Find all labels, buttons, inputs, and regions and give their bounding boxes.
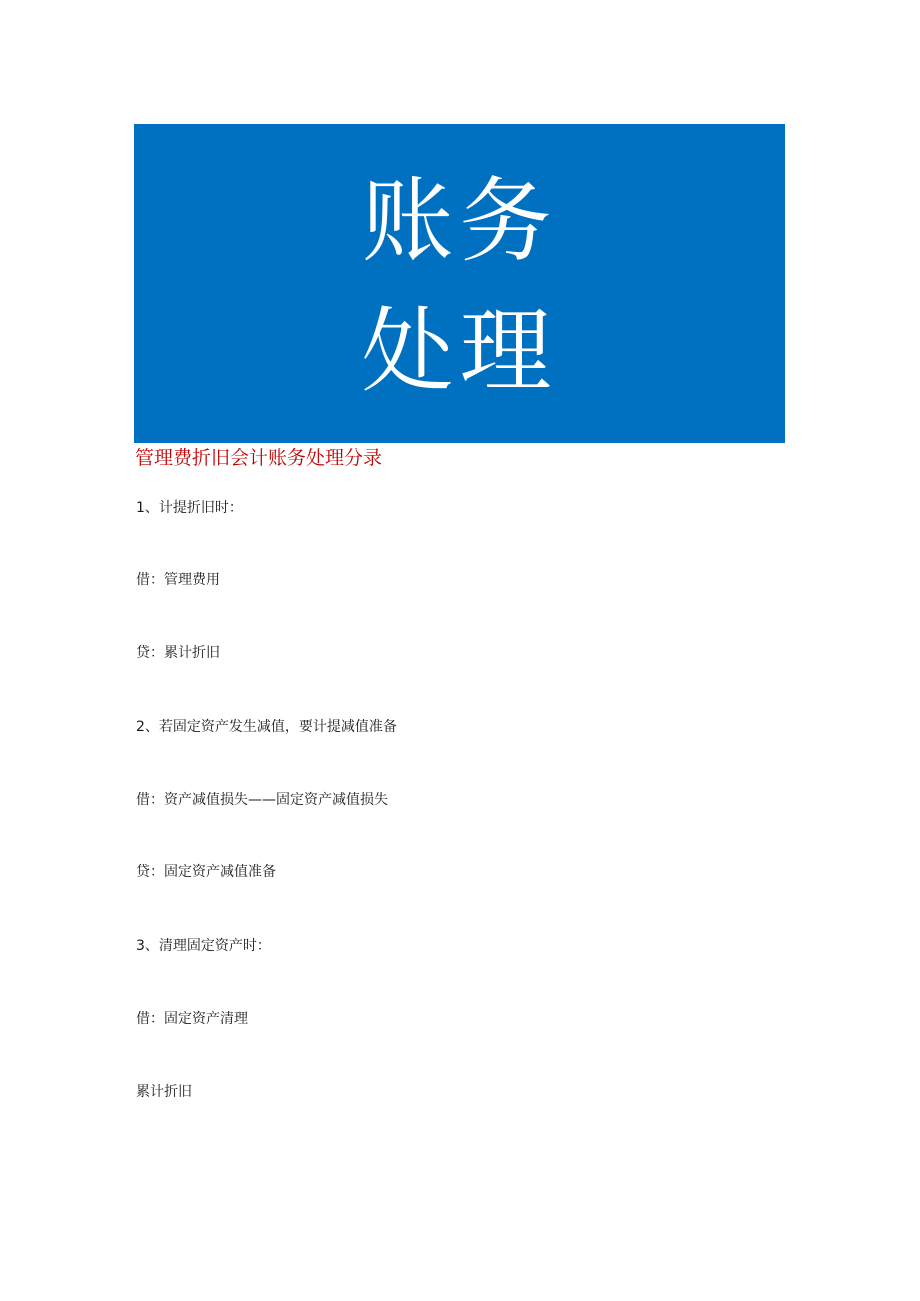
body-line-debit-1: 借：管理费用 [136,572,220,588]
banner-title-line-1: 账务 [361,168,558,275]
document-subtitle: 管理费折旧会计账务处理分录 [135,447,383,469]
body-line-step-1: 1、计提折旧时： [136,500,243,516]
body-line-debit-3b: 累计折旧 [136,1084,192,1100]
body-line-credit-1: 贷：累计折旧 [136,645,220,661]
title-banner [134,124,785,443]
body-line-credit-2: 贷：固定资产减值准备 [136,864,276,880]
banner-title-line-2: 处理 [361,298,558,405]
body-line-step-2: 2、若固定资产发生减值，要计提减值准备 [136,719,397,735]
body-line-debit-2: 借：资产减值损失——固定资产减值损失 [136,792,388,808]
body-line-step-3: 3、清理固定资产时： [136,938,271,954]
body-line-debit-3: 借：固定资产清理 [136,1011,248,1027]
